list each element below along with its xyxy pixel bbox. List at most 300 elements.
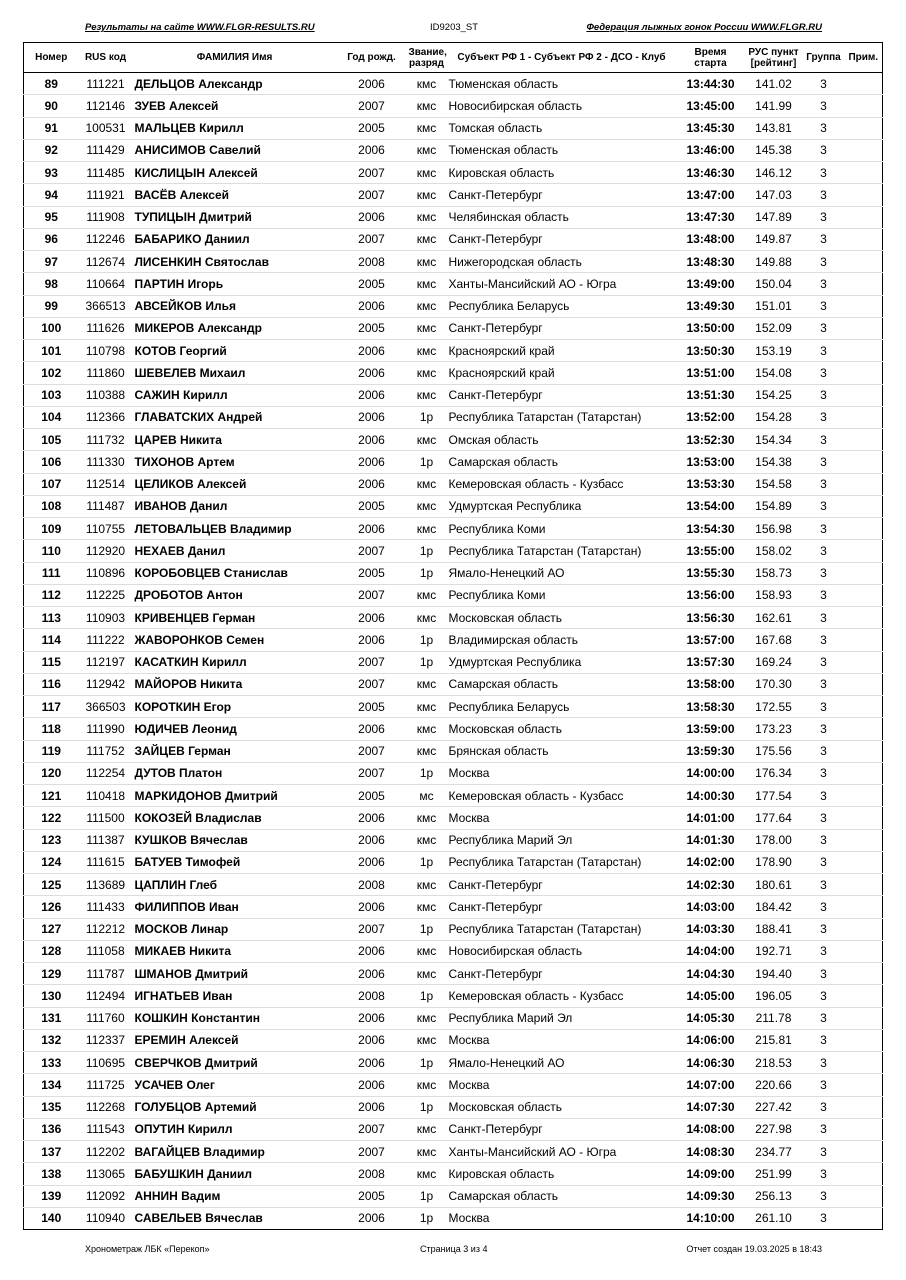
cell-start-time: 13:54:00 — [677, 495, 745, 517]
cell-rank: кмс — [407, 228, 447, 250]
cell-rank: кмс — [407, 1141, 447, 1163]
cell-start-time: 13:57:30 — [677, 651, 745, 673]
cell-birth-year: 2006 — [337, 851, 407, 873]
cell-name: АВСЕЙКОВ Илья — [133, 295, 337, 317]
cell-rank: кмс — [407, 473, 447, 495]
cell-rank: кмс — [407, 584, 447, 606]
cell-rus-code: 112494 — [79, 985, 133, 1007]
cell-number: 96 — [24, 228, 79, 250]
report-timestamp: Отчет создан 19.03.2025 в 18:43 — [686, 1244, 822, 1254]
cell-points: 149.88 — [745, 251, 803, 273]
page-number: Страница 3 из 4 — [420, 1244, 488, 1254]
cell-points: 256.13 — [745, 1185, 803, 1207]
cell-points: 251.99 — [745, 1163, 803, 1185]
cell-rus-code: 112212 — [79, 918, 133, 940]
cell-group: 3 — [803, 985, 845, 1007]
table-row — [24, 251, 883, 273]
cell-note — [845, 1029, 883, 1051]
cell-note — [845, 918, 883, 940]
cell-rus-code: 112920 — [79, 540, 133, 562]
table-row — [24, 1163, 883, 1185]
cell-rus-code: 111500 — [79, 807, 133, 829]
cell-points: 211.78 — [745, 1007, 803, 1029]
cell-rank: 1р — [407, 1096, 447, 1118]
federation-site-link[interactable]: Федерация лыжных гонок России WWW.FLGR.RU — [586, 22, 822, 33]
cell-name: САЖИН Кирилл — [133, 384, 337, 406]
cell-start-time: 13:48:30 — [677, 251, 745, 273]
table-row — [24, 762, 883, 784]
cell-group: 3 — [803, 851, 845, 873]
table-row — [24, 162, 883, 184]
cell-name: КОКОЗЕЙ Владислав — [133, 807, 337, 829]
cell-group: 3 — [803, 162, 845, 184]
cell-note — [845, 740, 883, 762]
cell-name: КОРОТКИН Егор — [133, 696, 337, 718]
cell-name: БАТУЕВ Тимофей — [133, 851, 337, 873]
cell-rank: кмс — [407, 362, 447, 384]
cell-rank: 1р — [407, 629, 447, 651]
cell-birth-year: 2007 — [337, 740, 407, 762]
cell-points: 147.03 — [745, 184, 803, 206]
cell-note — [845, 1007, 883, 1029]
cell-region: Кемеровская область - Кузбасс — [447, 985, 677, 1007]
cell-rus-code: 111485 — [79, 162, 133, 184]
cell-note — [845, 429, 883, 451]
cell-note — [845, 584, 883, 606]
cell-note — [845, 518, 883, 540]
cell-points: 172.55 — [745, 696, 803, 718]
cell-start-time: 14:07:30 — [677, 1096, 745, 1118]
table-row — [24, 740, 883, 762]
cell-rus-code: 112254 — [79, 762, 133, 784]
cell-name: ЗАЙЦЕВ Герман — [133, 740, 337, 762]
cell-points: 192.71 — [745, 940, 803, 962]
cell-points: 143.81 — [745, 117, 803, 139]
cell-rank: кмс — [407, 429, 447, 451]
cell-name: ШМАНОВ Дмитрий — [133, 963, 337, 985]
cell-start-time: 13:45:00 — [677, 95, 745, 117]
cell-rus-code: 112366 — [79, 406, 133, 428]
cell-rus-code: 110418 — [79, 785, 133, 807]
cell-rank: 1р — [407, 540, 447, 562]
cell-birth-year: 2007 — [337, 584, 407, 606]
cell-region: Санкт-Петербург — [447, 184, 677, 206]
col-header-rank: Звание, разряд — [407, 43, 447, 73]
cell-points: 154.25 — [745, 384, 803, 406]
cell-rank: кмс — [407, 963, 447, 985]
table-row — [24, 829, 883, 851]
cell-birth-year: 2008 — [337, 874, 407, 896]
cell-number: 91 — [24, 117, 79, 139]
table-row — [24, 340, 883, 362]
table-row — [24, 1074, 883, 1096]
cell-region: Москва — [447, 807, 677, 829]
cell-region: Санкт-Петербург — [447, 963, 677, 985]
cell-region: Удмуртская Республика — [447, 495, 677, 517]
cell-region: Томская область — [447, 117, 677, 139]
cell-rank: кмс — [407, 607, 447, 629]
cell-name: НЕХАЕВ Данил — [133, 540, 337, 562]
cell-rank: кмс — [407, 696, 447, 718]
cell-note — [845, 73, 883, 95]
cell-start-time: 14:01:30 — [677, 829, 745, 851]
col-header-number: Номер — [24, 43, 79, 73]
cell-group: 3 — [803, 562, 845, 584]
cell-group: 3 — [803, 785, 845, 807]
cell-rank: 1р — [407, 651, 447, 673]
cell-number: 92 — [24, 139, 79, 161]
cell-points: 154.89 — [745, 495, 803, 517]
cell-name: АННИН Вадим — [133, 1185, 337, 1207]
cell-note — [845, 1118, 883, 1140]
table-row — [24, 1029, 883, 1051]
cell-group: 3 — [803, 874, 845, 896]
cell-group: 3 — [803, 807, 845, 829]
cell-note — [845, 540, 883, 562]
cell-points: 261.10 — [755, 1211, 792, 1226]
cell-rank: кмс — [407, 673, 447, 695]
cell-number: 106 — [24, 451, 79, 473]
cell-rank: кмс — [407, 251, 447, 273]
cell-points: 158.73 — [745, 562, 803, 584]
cell-name: ЕРЕМИН Алексей — [133, 1029, 337, 1051]
cell-rank: кмс — [407, 807, 447, 829]
cell-note — [845, 829, 883, 851]
cell-start-time: 14:01:00 — [677, 807, 745, 829]
cell-group: 3 — [803, 251, 845, 273]
cell-region: Республика Татарстан (Татарстан) — [447, 540, 677, 562]
cell-number: 125 — [24, 874, 79, 896]
cell-birth-year: 2007 — [337, 228, 407, 250]
cell-start-time: 13:56:30 — [677, 607, 745, 629]
cell-group: 3 — [803, 740, 845, 762]
cell-group: 3 — [803, 451, 845, 473]
cell-rank: кмс — [407, 206, 447, 228]
cell-points: 177.64 — [745, 807, 803, 829]
cell-birth-year: 2006 — [337, 206, 407, 228]
cell-rus-code: 111908 — [79, 206, 133, 228]
table-row — [24, 1118, 883, 1140]
cell-number: 117 — [24, 696, 79, 718]
cell-start-time: 14:03:30 — [677, 918, 745, 940]
table-row — [24, 918, 883, 940]
cell-start-time: 13:46:30 — [677, 162, 745, 184]
cell-rank: кмс — [407, 95, 447, 117]
cell-name: ФИЛИППОВ Иван — [133, 896, 337, 918]
cell-group: 3 — [803, 228, 845, 250]
cell-rus-code: 111760 — [79, 1007, 133, 1029]
cell-group: 3 — [803, 584, 845, 606]
cell-start-time: 13:59:30 — [677, 740, 745, 762]
cell-note — [845, 317, 883, 339]
table-row — [24, 1207, 883, 1229]
cell-points: 218.53 — [745, 1052, 803, 1074]
cell-group: 3 — [803, 829, 845, 851]
cell-group: 3 — [803, 896, 845, 918]
cell-points: 227.42 — [745, 1096, 803, 1118]
cell-points: 169.24 — [745, 651, 803, 673]
cell-note — [845, 95, 883, 117]
cell-birth-year: 2006 — [337, 940, 407, 962]
table-row — [24, 406, 883, 428]
cell-region: Санкт-Петербург — [447, 228, 677, 250]
cell-number: 104 — [24, 406, 79, 428]
cell-birth-year: 2007 — [337, 1141, 407, 1163]
cell-points: 154.08 — [745, 362, 803, 384]
cell-note — [845, 963, 883, 985]
cell-points: 170.30 — [745, 673, 803, 695]
cell-rank: кмс — [407, 1163, 447, 1185]
cell-rank: кмс — [407, 518, 447, 540]
cell-group: 3 — [803, 139, 845, 161]
cell-number: 124 — [24, 851, 79, 873]
cell-rus-code: 110388 — [79, 384, 133, 406]
cell-region: Республика Татарстан (Татарстан) — [447, 851, 677, 873]
cell-rus-code: 111330 — [79, 451, 133, 473]
cell-rus-code: 110755 — [79, 518, 133, 540]
cell-region: Москва — [447, 1029, 677, 1051]
cell-birth-year: 2006 — [337, 362, 407, 384]
cell-name: ЦАПЛИН Глеб — [133, 874, 337, 896]
cell-region: Московская область — [447, 718, 677, 740]
cell-birth-year: 2005 — [337, 562, 407, 584]
cell-start-time: 13:49:30 — [677, 295, 745, 317]
cell-name: МОСКОВ Линар — [133, 918, 337, 940]
cell-rank: кмс — [407, 495, 447, 517]
cell-group: 3 — [803, 384, 845, 406]
table-row — [24, 117, 883, 139]
cell-birth-year: 2005 — [337, 317, 407, 339]
cell-points: 158.93 — [745, 584, 803, 606]
cell-birth-year: 2006 — [337, 963, 407, 985]
cell-region: Москва — [447, 1074, 677, 1096]
cell-start-time: 13:58:30 — [677, 696, 745, 718]
cell-number: 118 — [24, 718, 79, 740]
cell-region: Ханты-Мансийский АО - Югра — [447, 1141, 677, 1163]
cell-points: 180.61 — [745, 874, 803, 896]
cell-start-time: 13:52:00 — [677, 406, 745, 428]
cell-rus-code: 366503 — [79, 696, 133, 718]
cell-rank: кмс — [407, 874, 447, 896]
cell-start-time: 14:05:30 — [677, 1007, 745, 1029]
cell-note — [845, 651, 883, 673]
cell-rus-code: 111615 — [79, 851, 133, 873]
cell-rank: кмс — [407, 117, 447, 139]
cell-name: ГОЛУБЦОВ Артемий — [133, 1096, 337, 1118]
cell-number: 101 — [24, 340, 79, 362]
cell-group: 3 — [803, 696, 845, 718]
cell-rus-code: 111487 — [79, 495, 133, 517]
cell-region: Кемеровская область - Кузбасс — [447, 473, 677, 495]
cell-points: 152.09 — [745, 317, 803, 339]
cell-region: Красноярский край — [447, 362, 677, 384]
cell-birth-year: 2006 — [337, 1007, 407, 1029]
cell-start-time: 13:46:00 — [677, 139, 745, 161]
cell-start-time: 13:48:00 — [677, 228, 745, 250]
table-row — [24, 73, 883, 95]
cell-number: 97 — [24, 251, 79, 273]
cell-rank: кмс — [407, 317, 447, 339]
cell-rus-code: 110903 — [79, 607, 133, 629]
cell-number: 94 — [24, 184, 79, 206]
cell-rank: кмс — [407, 1007, 447, 1029]
cell-group: 3 — [803, 762, 845, 784]
cell-region: Республика Беларусь — [447, 295, 677, 317]
cell-start-time: 14:06:30 — [677, 1052, 745, 1074]
cell-number: 128 — [24, 940, 79, 962]
cell-rus-code: 111752 — [79, 740, 133, 762]
cell-birth-year: 2005 — [337, 273, 407, 295]
table-row — [24, 518, 883, 540]
cell-note — [845, 718, 883, 740]
cell-region: Ямало-Ненецкий АО — [447, 1052, 677, 1074]
cell-rus-code: 112092 — [79, 1185, 133, 1207]
cell-name: ВАСЁВ Алексей — [133, 184, 337, 206]
cell-region: Новосибирская область — [447, 95, 677, 117]
cell-points: 196.05 — [745, 985, 803, 1007]
cell-start-time: 13:51:30 — [677, 384, 745, 406]
cell-rus-code: 111725 — [79, 1074, 133, 1096]
cell-rus-code: 111921 — [79, 184, 133, 206]
table-row — [24, 1052, 883, 1074]
cell-region: Республика Коми — [447, 518, 677, 540]
cell-birth-year: 2006 — [337, 451, 407, 473]
cell-birth-year: 2006 — [337, 629, 407, 651]
cell-number: 130 — [24, 985, 79, 1007]
cell-birth-year: 2007 — [337, 762, 407, 784]
cell-name: ТИХОНОВ Артем — [133, 451, 337, 473]
cell-points: 149.87 — [745, 228, 803, 250]
cell-start-time: 13:47:30 — [677, 206, 745, 228]
cell-region: Ямало-Ненецкий АО — [447, 562, 677, 584]
cell-number: 90 — [24, 95, 79, 117]
table-row — [24, 896, 883, 918]
cell-region: Омская область — [447, 429, 677, 451]
cell-region: Нижегородская область — [447, 251, 677, 273]
cell-group: 3 — [803, 317, 845, 339]
table-row — [24, 651, 883, 673]
cell-rus-code: 111429 — [79, 139, 133, 161]
cell-rank: кмс — [407, 1118, 447, 1140]
cell-name: ТУПИЦЫН Дмитрий — [133, 206, 337, 228]
cell-note — [845, 851, 883, 873]
cell-region: Республика Беларусь — [447, 696, 677, 718]
cell-name: САВЕЛЬЕВ Вячеслав — [134, 1211, 263, 1226]
cell-group: 3 — [803, 1007, 845, 1029]
cell-rus-code: 100531 — [79, 117, 133, 139]
cell-group: 3 — [803, 718, 845, 740]
cell-name: ПАРТИН Игорь — [133, 273, 337, 295]
cell-points: 175.56 — [745, 740, 803, 762]
cell-rank: 1р — [407, 406, 447, 428]
document-id: ID9203_ST — [430, 22, 479, 33]
cell-region: Республика Татарстан (Татарстан) — [447, 406, 677, 428]
cell-rank: кмс — [407, 829, 447, 851]
cell-birth-year: 2007 — [337, 162, 407, 184]
cell-note — [845, 340, 883, 362]
cell-note — [845, 1207, 883, 1229]
cell-note — [845, 607, 883, 629]
table-row — [24, 696, 883, 718]
cell-name: КАСАТКИН Кирилл — [133, 651, 337, 673]
cell-rank: кмс — [407, 1074, 447, 1096]
cell-rank: 1р — [407, 851, 447, 873]
col-header-rus-code: RUS код — [79, 43, 133, 73]
cell-number: 138 — [24, 1163, 79, 1185]
cell-birth-year: 2007 — [337, 918, 407, 940]
cell-points: 154.34 — [745, 429, 803, 451]
cell-rus-code: 112514 — [79, 473, 133, 495]
cell-points: 178.90 — [745, 851, 803, 873]
cell-region: Кировская область — [447, 1163, 677, 1185]
cell-name: ЛИСЕНКИН Святослав — [133, 251, 337, 273]
cell-note — [845, 1074, 883, 1096]
cell-start-time: 13:49:00 — [677, 273, 745, 295]
cell-start-time: 14:05:00 — [677, 985, 745, 1007]
cell-note — [845, 139, 883, 161]
table-row — [24, 540, 883, 562]
cell-start-time: 13:59:00 — [677, 718, 745, 740]
cell-points: 167.68 — [745, 629, 803, 651]
cell-name: АНИСИМОВ Савелий — [133, 139, 337, 161]
cell-start-time: 14:09:00 — [677, 1163, 745, 1185]
cell-points: 176.34 — [745, 762, 803, 784]
cell-region: Московская область — [447, 1096, 677, 1118]
cell-rus-code: 112197 — [79, 651, 133, 673]
cell-number: 127 — [24, 918, 79, 940]
table-row — [24, 807, 883, 829]
cell-region: Республика Коми — [447, 584, 677, 606]
cell-points: 147.89 — [745, 206, 803, 228]
cell-points: 156.98 — [745, 518, 803, 540]
cell-group: 3 — [803, 1185, 845, 1207]
cell-note — [845, 1096, 883, 1118]
table-row — [24, 273, 883, 295]
cell-rank: 1р — [407, 1185, 447, 1207]
cell-rus-code: 111221 — [79, 73, 133, 95]
table-row — [24, 673, 883, 695]
cell-rank: кмс — [407, 139, 447, 161]
cell-group: 3 — [803, 184, 845, 206]
cell-points: 227.98 — [745, 1118, 803, 1140]
cell-number: 120 — [24, 762, 79, 784]
cell-name: УСАЧЕВ Олег — [133, 1074, 337, 1096]
results-site-link[interactable]: Результаты на сайте WWW.FLGR-RESULTS.RU — [85, 22, 315, 33]
cell-birth-year: 2005 — [337, 117, 407, 139]
cell-region: Самарская область — [447, 451, 677, 473]
cell-start-time: 13:58:00 — [677, 673, 745, 695]
cell-start-time: 13:45:30 — [677, 117, 745, 139]
cell-birth-year: 2006 — [337, 406, 407, 428]
cell-points: 234.77 — [745, 1141, 803, 1163]
table-row — [24, 851, 883, 873]
cell-birth-year: 2006 — [337, 384, 407, 406]
cell-points: 162.61 — [745, 607, 803, 629]
cell-note — [845, 406, 883, 428]
col-header-birth-year: Год рожд. — [337, 43, 407, 73]
cell-number: 113 — [24, 607, 79, 629]
cell-number: 119 — [24, 740, 79, 762]
cell-start-time: 14:02:30 — [677, 874, 745, 896]
cell-number: 100 — [24, 317, 79, 339]
table-row — [24, 1096, 883, 1118]
cell-note — [845, 162, 883, 184]
cell-group: 3 — [803, 429, 845, 451]
cell-start-time: 13:50:00 — [677, 317, 745, 339]
cell-number: 126 — [24, 896, 79, 918]
cell-birth-year: 2007 — [337, 184, 407, 206]
cell-rus-code: 111543 — [79, 1118, 133, 1140]
